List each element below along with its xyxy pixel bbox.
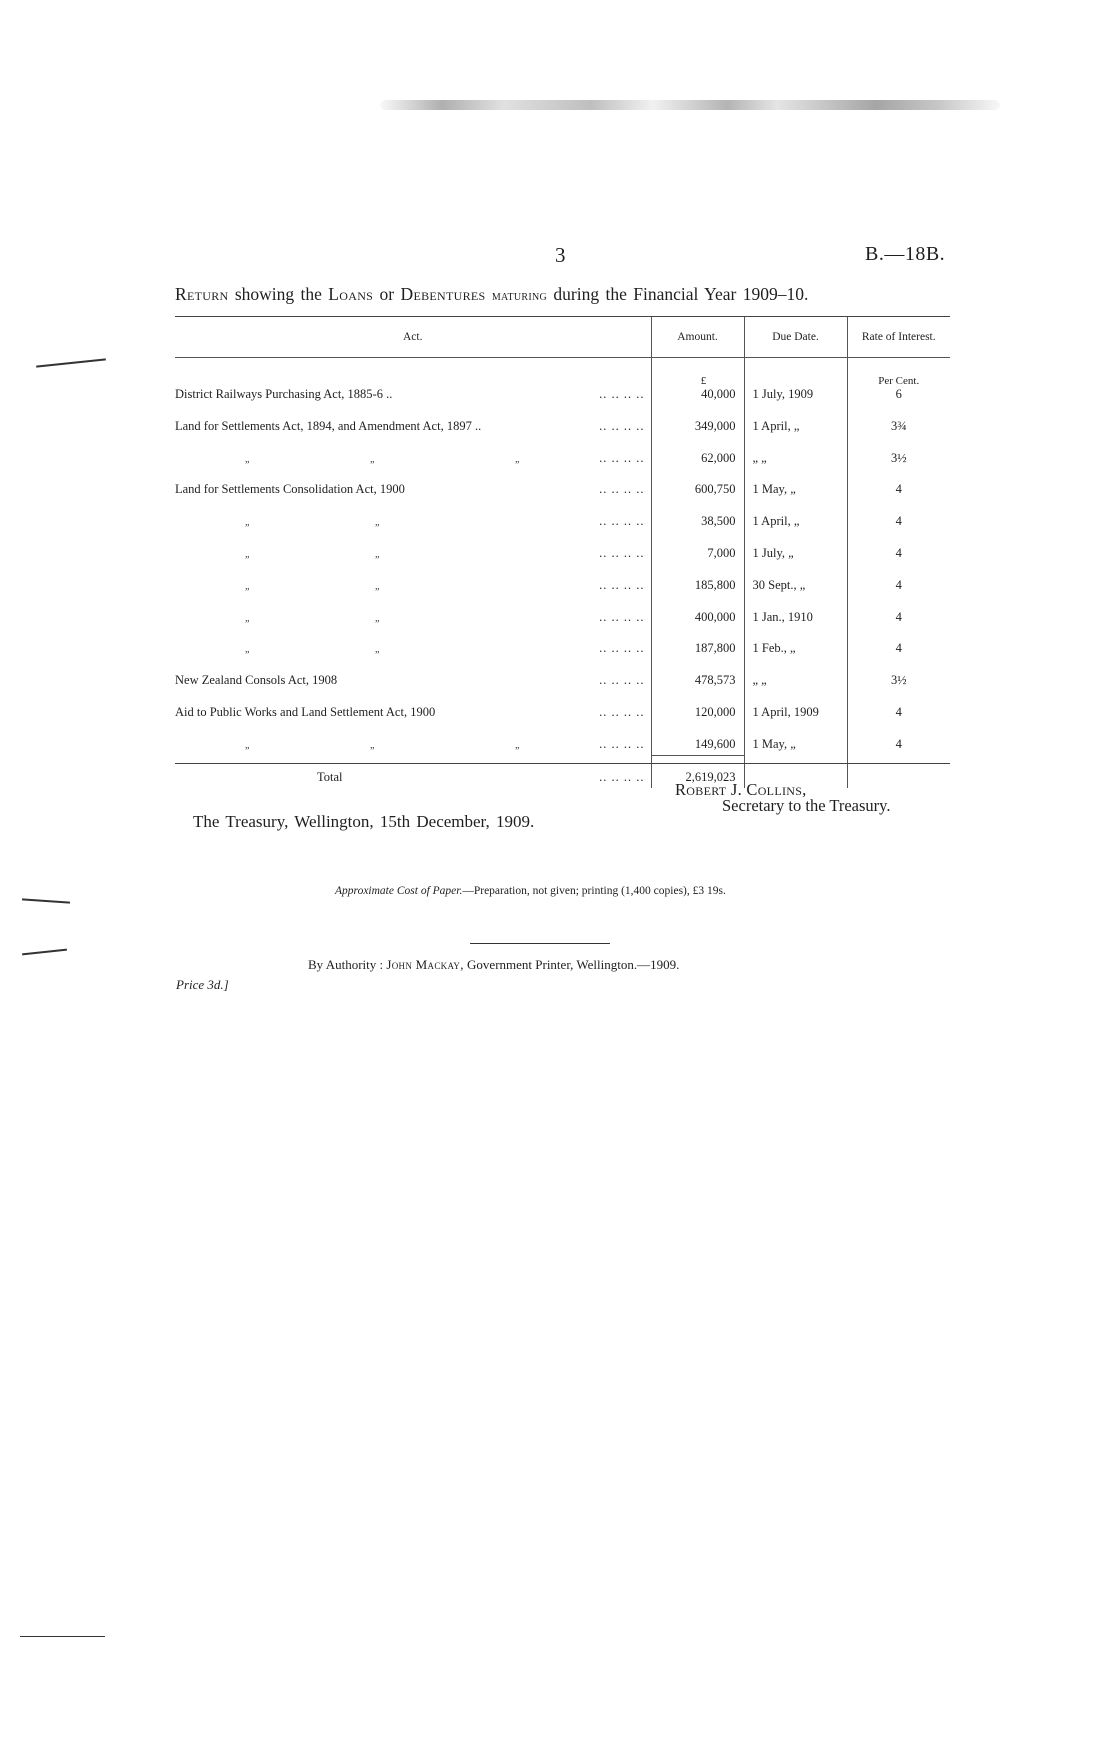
title-word: or <box>379 284 395 304</box>
amount-cell: 478,573 <box>651 659 744 691</box>
signatory-name: Robert J. Collins, <box>675 780 807 799</box>
act-cell: New Zealand Consols Act, 1908 .. .. .. .. <box>175 673 645 688</box>
table-row <box>175 723 950 755</box>
act-cell: Aid to Public Works and Land Settlement Act, 1900 .. .. .. .. <box>175 704 645 719</box>
rate-cell: 4 <box>847 469 950 501</box>
due-date-cell: 1 July, 1909 <box>744 358 847 406</box>
title-word: Return <box>175 284 229 304</box>
amount-cell: 38,500 <box>651 500 744 532</box>
table-row <box>175 628 950 660</box>
rate-unit: Per Cent. <box>878 375 920 387</box>
rate-cell: 4 <box>847 723 950 755</box>
act-cell: District Railways Purchasing Act, 1885-6 .. .. .. .. .. <box>175 387 645 401</box>
amount-cell: 149,600 <box>651 723 744 755</box>
table-row <box>175 405 950 437</box>
title-word: Loans <box>328 284 374 304</box>
amount-cell: £ 40,000 <box>651 358 744 406</box>
amount-cell: 185,800 <box>651 564 744 596</box>
title-word: Debentures <box>400 284 486 304</box>
cost-text: —Preparation, not given; printing (1,400 copies), £3 19s. <box>462 885 726 897</box>
column-header-act: Act. <box>175 317 651 358</box>
act-cell: Land for Settlements Consolidation Act, 1900 .. .. .. .. <box>175 482 645 497</box>
table-row <box>175 564 950 596</box>
total-amount-cell: 2,619,023 <box>651 755 744 787</box>
table-row <box>175 691 950 723</box>
rate-cell: 4 <box>847 564 950 596</box>
title-word: showing the <box>234 284 322 304</box>
page-number: 3 <box>555 243 566 267</box>
due-date-cell: 30 Sept., „ <box>744 564 847 596</box>
due-date-cell: 1 July, „ <box>744 532 847 564</box>
rate-cell: 3½ <box>847 437 950 469</box>
act-cell: „ „ .. .. .. .. <box>245 514 645 529</box>
margin-mark <box>22 898 70 903</box>
due-date-cell: 1 April, „ <box>744 500 847 532</box>
due-date-cell: 1 Feb., „ <box>744 628 847 660</box>
rate-cell: 3¾ <box>847 405 950 437</box>
amount-cell: 7,000 <box>651 532 744 564</box>
rate-cell: 4 <box>847 628 950 660</box>
due-date-cell: 1 May, „ <box>744 469 847 501</box>
margin-mark <box>36 358 106 367</box>
signatory-role: Secretary to the Treasury. <box>722 796 891 815</box>
table-row <box>175 500 950 532</box>
due-date-cell: 1 April, 1909 <box>744 691 847 723</box>
amount-unit: £ <box>700 375 707 387</box>
table-row <box>175 358 950 406</box>
act-cell: „ „ „ .. .. .. .. <box>245 450 645 465</box>
footer-rule <box>470 943 610 944</box>
amount-cell: 187,800 <box>651 628 744 660</box>
rate-cell: 4 <box>847 532 950 564</box>
due-date-cell: „ „ <box>744 437 847 469</box>
loans-table <box>175 316 950 788</box>
title-word: maturing <box>491 289 548 304</box>
act-cell: „ „ .. .. .. .. <box>245 641 645 656</box>
total-empty-cell <box>847 755 950 787</box>
amount-cell: 600,750 <box>651 469 744 501</box>
margin-mark <box>20 1636 105 1637</box>
table-row <box>175 532 950 564</box>
act-cell: „ „ „ .. .. .. .. <box>245 737 645 752</box>
price-note: Price 3d.] <box>176 977 229 992</box>
act-cell: „ „ .. .. .. .. <box>245 609 645 624</box>
rate-cell: 4 <box>847 596 950 628</box>
act-cell: „ „ .. .. .. .. <box>245 577 645 592</box>
rate-cell: 3½ <box>847 659 950 691</box>
table-body <box>175 358 950 756</box>
column-header-amount: Amount. <box>651 317 744 358</box>
act-cell: „ „ .. .. .. .. <box>245 545 645 560</box>
table-header-row <box>175 317 950 358</box>
printer-imprint: By Authority : John Mackay, Government Printer, Wellington.—1909. <box>308 957 680 972</box>
column-header-rate: Rate of Interest. <box>847 317 950 358</box>
due-date-cell: 1 April, „ <box>744 405 847 437</box>
table-row <box>175 659 950 691</box>
amount-cell: 120,000 <box>651 691 744 723</box>
amount-cell: 62,000 <box>651 437 744 469</box>
due-date-cell: 1 Jan., 1910 <box>744 596 847 628</box>
due-date-cell: „ „ <box>744 659 847 691</box>
dateline: The Treasury, Wellington, 15th December, 1909. <box>193 812 535 831</box>
page-title <box>175 284 808 305</box>
amount-cell: 349,000 <box>651 405 744 437</box>
table-row <box>175 469 950 501</box>
due-date-cell: 1 May, „ <box>744 723 847 755</box>
rate-cell: 4 <box>847 500 950 532</box>
margin-mark <box>22 949 67 955</box>
rate-cell: 4 <box>847 691 950 723</box>
scan-strip <box>380 100 1000 110</box>
table-row <box>175 596 950 628</box>
amount-cell: 400,000 <box>651 596 744 628</box>
total-label-cell: Total .. .. .. .. <box>317 769 645 784</box>
total-row <box>175 755 950 787</box>
rate-cell: Per Cent. 6 <box>847 358 950 406</box>
table-row <box>175 437 950 469</box>
title-word: during the Financial Year 1909–10. <box>553 284 809 304</box>
table-bottom-rule <box>175 763 950 764</box>
cost-label: Approximate Cost of Paper. <box>335 885 463 897</box>
column-header-due-date: Due Date. <box>744 317 847 358</box>
cost-note <box>335 885 726 897</box>
act-cell: Land for Settlements Act, 1894, and Amendment Act, 1897 .. .. .. .. .. <box>175 418 645 433</box>
document-reference: B.—18B. <box>865 243 946 265</box>
